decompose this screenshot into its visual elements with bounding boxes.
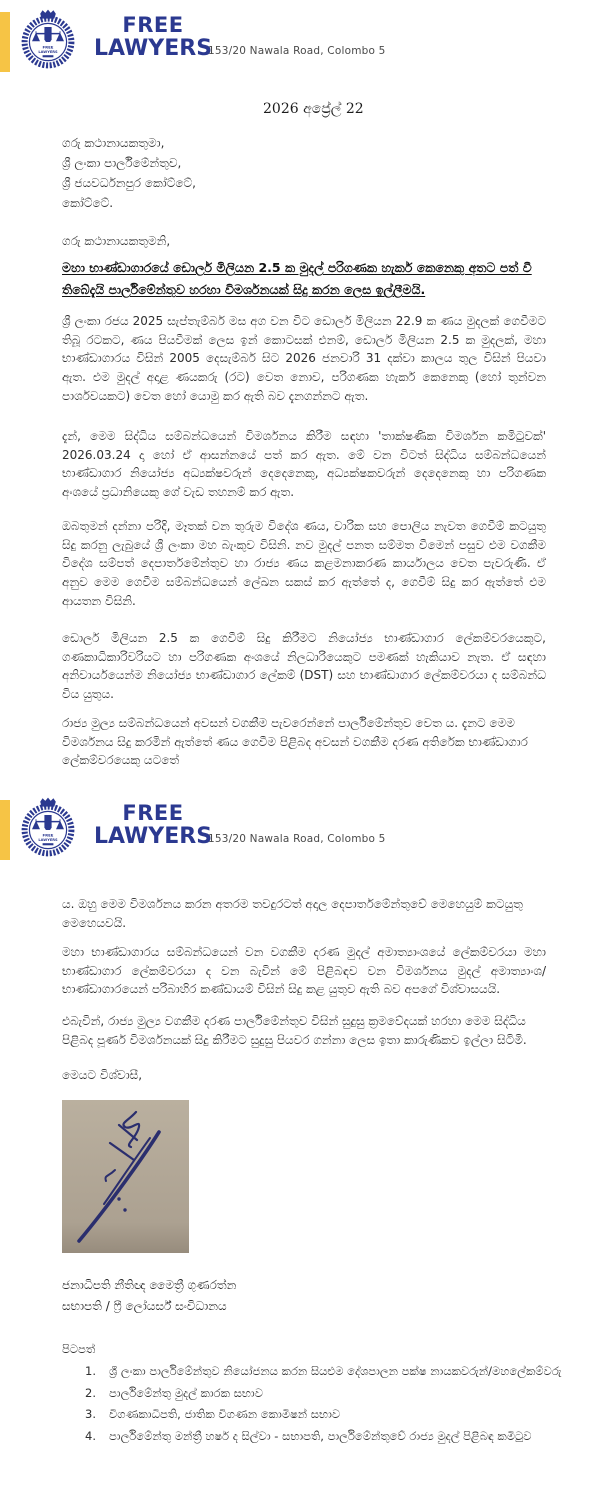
salutation: ගරු කථානායකතුමනි, [62,234,171,248]
body-paragraph: ඩොලර් මිලියන 2.5 ක ගෙවීම් සිදු කිරීමට නියෝජ්‍ය භාණ්ඩාගාර ලේකම්වරයෙකුට, ගණකාධිකාරිවරියට හා පරිගණක අංශයේ නිලධාරියෙකුට පමණක් හැකියාව නැත. ඒ සඳහා අනිවාර්යයෙන්ම නියෝජ්‍ය භාණ්ඩාගාර ලේකම් (DST) සහ භාණ්ඩාගාර ලේකම්වරයා ද සම්බන්ධ විය යුතුය. [62,631,546,702]
cc-item [85,1361,590,1383]
letterhead-page2 [0,788,600,872]
recipient-line: ගරු කථානායකතුමා, [62,136,165,150]
cc-item-text: පාර්ලිමේන්තු මන්ත්‍රී හර්ෂ ද සිල්වා - සභාපති, පාර්ලිමේන්තුවේ රාජ්‍ය මුදල් පිළිබඳ කමිටුව [109,1428,532,1443]
cc-item-text: ශ්‍රී ලංකා පාර්ලිමේන්තුව නියෝජනය කරන සියළුම දේශපාලන පක්ෂ නායකවරුන්/මහලේකම්වරු [109,1364,562,1378]
recipient-block [62,133,196,213]
body-paragraph: රාජ්‍ය මුල්‍ය සම්බන්ධයෙන් අවසන් වගකීම පැවරෙන්නේ පාර්ලිමේන්තුව වෙත ය. දැනට මෙම විමර්ශනය සිදු කරමින් ඇත්තේ ණය ගෙවීම පිළිබද අවසන් වගකීම දරණ අතිරේක භාණ්ඩාගාර ලේකම්වරයෙකු යටතේ [62,716,528,768]
cc-item-number: 4. [85,1428,96,1443]
body-paragraph: ශ්‍රී ලංකා රජය 2025 සැප්තැම්බර් මස අග වන විට ඩොලර් මිලියන 22.9 ක ණය මුදලක් ගෙවීමට තිබූ රටකට, ණය පියවීමක් ලෙස ඉන් කොටසක් එනම්, ඩොලර් මිලියන 2.5 ක මුදලක්, මහා භාණ්ඩාගාරය විසින් 2005 දෙසැම්බර් සිට 2026 ජනවාරි 31 දක්වා කාලය තුල විසින් පියවා ඇත. එම මුදල් අදාළ ණයකරු (රට) වෙත නොව, පරිගණක හැකර් කෙනෙකු (හෝ තුන්වන පාර්ශවයකට) වෙත හෝ යොමු කර ඇති බව දැනගන්නට ඇත. [62,314,546,403]
org-name-line1: FREE [122,801,184,825]
cc-item-number: 2. [85,1385,96,1400]
cc-item [85,1404,590,1426]
org-address: 153/20 Nawala Road, Colombo 5 [208,45,386,57]
signature-image [62,1100,189,1253]
recipient-line: ශ්‍රී ලංකා පාර්ලිමේන්තුව, [62,156,182,170]
body-paragraph: ය. ඔහු මෙම විමර්ශනය කරන අතරම තවදුරටත් අදාල දෙපාර්තමේන්තුවේ මෙහෙයුම් කටයුතු මෙහෙයවයි. [62,897,523,930]
cc-item-number: 1. [85,1364,96,1378]
body-paragraph: ඔබතුමන් දන්නා පරිදි, මෑතක් වන තුරුම විදේශ ණය, වාරික සහ පොලිය නැවත ගෙවීම් කටයුතු සිදු කරනු ලැබුයේ ශ්‍රී ලංකා මහ බැංකුව විසිනි. නව මුදල් පනත සම්මත වීමෙන් පසුව එම වගකීම විදේශ සම්පත් දෙපාර්තමේන්තුව හා රාජ්‍ය ණය කළමනාකරණ කාර්යාලය වෙත පැවරුණි. ඒ අනුව මෙම ගෙවීම සම්බන්ධයෙන් ලේඛන සකස් කර ඇත්තේ ද, ගෙවීම් සිදු කර ඇත්තේ එම ආයතන විසිනි. [62,519,546,608]
body-paragraph: මහා භාණ්ඩාගාරය සම්බන්ධයෙන් වන වගකීම දරණ මුදල් අමාත්‍යාංශයේ ලේකම්වරයා මහා භාණ්ඩාගාර ලේකම්වරයා ද වන බැවින් මේ පිළිබඳව වන විමර්ශනය මුදල් අමාත්‍යාංශ/භාණ්ඩාගාරයෙන් පරිබාහිර කණ්ඩායම් විසින් සිදු කළ යුතුව ඇති බව අපගේ විශ්වාසයයි. [62,945,546,997]
cc-list [85,1361,590,1447]
letter-date: 2026 අප්‍රේල් 22 [263,101,364,117]
letterhead-page1 [0,0,600,84]
closing-line: මෙයට විශ්වාසී, [62,1068,143,1082]
subject-line: මහා භාණ්ඩාගාරයේ ඩොලර් මිලියන 2.5 ක මුදල් පරිගණක හැකර් කෙනෙකු අතට පත් වී තිබේදැයි පාර්ලිමේන්තුව හරහා විමර්ශනයක් සිදු කරන ලෙස ඉල්ලීමයි. [62,260,532,297]
free-lawyers-emblem-icon [18,3,78,75]
cc-item [85,1383,590,1405]
free-lawyers-emblem-icon [18,791,78,863]
org-address: 153/20 Nawala Road, Colombo 5 [208,833,386,845]
yellow-accent-bar [0,800,10,860]
emblem-text-lawyers: LAWYERS [38,49,58,54]
cc-item-text: පාර්ලිමේන්තු මුදල් කාරක සභාව [109,1385,263,1400]
cc-heading: පිටපත් [62,1342,96,1356]
cc-item [85,1426,590,1448]
org-name-line1: FREE [122,13,184,37]
signatory-name: ජනාධිපති නීතිඥ මෛත්‍රී ගුණරත්න [62,1278,237,1292]
org-name [93,801,213,849]
cc-item-text: විගණකාධිපති, ජාතික විගණන කොමිෂන් සභාව [109,1407,341,1421]
cc-item-number: 3. [85,1407,96,1421]
body-paragraph: දැන්, මෙම සිද්ධිය සම්බන්ධයෙන් විමර්ශනය කිරීම සඳහා 'තාක්ෂණික විමර්ශන කමිටුවක්' 2026.03.24 දා හෝ ඒ ආසන්නයේ පත් කර ඇත. මේ වන විටත් සිද්ධිය සම්බන්ධයෙන් භාණ්ඩාගාර නියෝජ්‍ය අධ්‍යක්ෂවරුන් දෙදෙනෙකු, අධ්‍යක්ෂකවරුන් දෙදෙනෙකු හා පරිගණක අංශයේ ප්‍රධානියෙකු ගේ වැඩ තහනම් කර ඇත. [62,429,546,500]
org-name-line2: LAWYERS [93,824,213,849]
recipient-line: කෝට්ටේ. [62,196,114,210]
yellow-accent-bar [0,12,10,72]
org-name-line2: LAWYERS [93,36,213,61]
body-paragraph: එබැවින්, රාජ්‍ය මුල්‍ය වගකීම දරණ පාර්ලිමේන්තුව විසින් සුදුසු ක්‍රමවේදයක් හරහා මෙම සිද්ධිය පිළිබද පූර්ණ විමර්ශනයක් සිදු කිරීමට සුදුසු පියවර ගන්නා ලෙස ඉතා කාරුණිකව ඉල්ලා සිටිමි. [62,1014,527,1047]
emblem-text-free: FREE [42,44,54,50]
signatory-title: සභාපති / ෆ්‍රී ලෝයර්ස් සංවිධානය [62,1299,227,1313]
org-name [93,13,213,61]
recipient-line: ශ්‍රී ජයවර්ධනපුර කෝට්ටේ, [62,176,196,190]
emblem-text-lawyers: LAWYERS [38,837,58,842]
emblem-text-free: FREE [42,832,54,838]
